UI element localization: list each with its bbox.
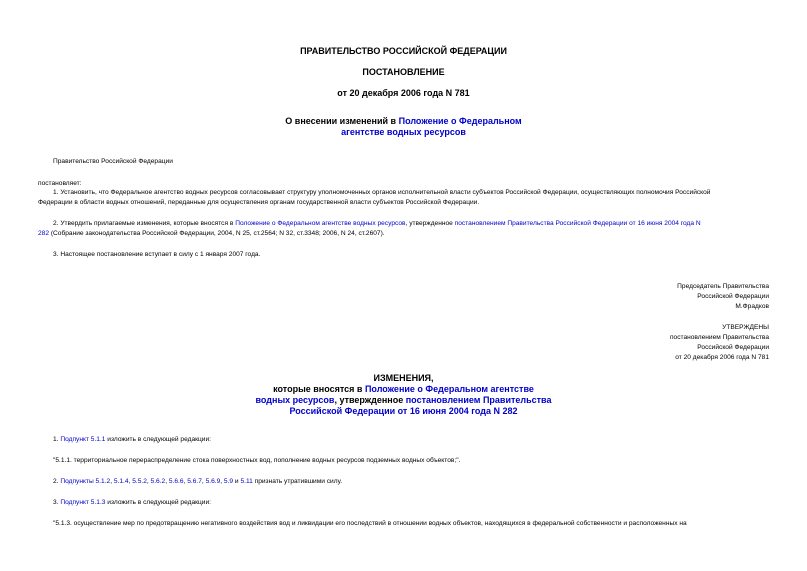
p2-text-c: (Собрание законодательства Российской Федерации, 2004, N 25, ст.2564; N 32, ст.3348; 2006, N 24, ст.2607). [49,230,385,237]
p2-link-decree-number[interactable]: 282 [38,230,50,237]
paragraph-2 [53,219,701,228]
signature-line2: Российской Федерации [697,293,769,300]
item-3-link[interactable]: Подпункт 5.1.3 [60,499,106,506]
changes-subheading-2 [0,395,807,405]
item-2-link[interactable]: 5.11 [240,478,253,485]
item-1-num: 1. [53,436,61,443]
approved-line4: от 20 декабря 2006 года N 781 [675,354,769,361]
signature-name: М.Фрадков [735,303,769,310]
p2-link-decree[interactable]: постановлением Правительства Российской Федерации от 16 июня 2004 года N [454,220,701,227]
changes-sub1-text: которые вносятся в [273,384,365,394]
paragraph-1: 1. Установить, что Федеральное агентство водных ресурсов согласовывает структуру уполномоченных органов исполнительной власти субъектов Российской Федерации, осуществляющих полномочия Российской [53,189,711,196]
document-type: ПОСТАНОВЛЕНИЕ [362,67,445,77]
changes-link-decree[interactable]: постановлением Правительства [405,395,552,405]
item-1-quote: "5.1.1. территориальное перераспределение стока поверхностных вод, пополнение водных ресурсов подземных водных объектов;". [53,457,461,464]
item-3-text: изложить в следующей редакции: [105,499,211,506]
item-2-link[interactable]: 5.9 [223,478,234,485]
item-2-and: и [233,478,241,485]
changes-heading: ИЗМЕНЕНИЯ, [373,373,434,383]
p2-text-b: , утвержденное [405,220,455,227]
document-title-line2 [0,127,807,137]
item-3-quote: "5.1.3. осуществление мер по предотвращению негативного воздействия вод и ликвидации его последствий в отношении водных объектов, находящихся в федеральной собственности и расположенных на [53,520,687,527]
intro-text: Правительство Российской Федерации [53,158,173,165]
item-3 [53,498,211,507]
item-1 [53,435,211,444]
item-2-num: 2. [53,478,61,485]
changes-subheading-1 [0,384,807,394]
p2-link-regulation[interactable]: Положение о Федеральном агентстве водных ресурсов [235,220,406,227]
paragraph-3: 3. Настоящее постановление вступает в силу с 1 января 2007 года. [53,251,261,258]
changes-link-regulation-2[interactable]: водных ресурсов [255,395,335,405]
approved-line2: постановлением Правительства [669,334,769,341]
signature-line1: Председатель Правительства [677,283,769,290]
title-link-regulation-line2[interactable]: агентстве водных ресурсов [341,127,466,137]
item-2-link[interactable]: 5.6.9 [205,478,221,485]
approved-line3: Российской Федерации [697,344,769,351]
approved-line1: УТВЕРЖДЕНЫ [722,324,769,331]
p2-text-a: 2. Утвердить прилагаемые изменения, которые вносятся в [53,220,236,227]
item-3-num: 3. [53,499,61,506]
decree-word: постановляет: [38,180,82,187]
changes-subheading-3 [0,406,807,416]
changes-link-regulation[interactable]: Положение о Федеральном агентстве [364,384,534,394]
item-2-link[interactable]: 5.6.7 [187,478,202,485]
item-2: 2. Подпункты 5.1.2, 5.1.4, 5.5.2, 5.6.2, 5.6.6, 5.6.7, 5.6.9, 5.9 и 5.11 признать утратившими силу. [53,478,343,485]
item-1-text: изложить в следующей редакции: [105,436,211,443]
item-2-link[interactable]: 5.1.4 [113,478,129,485]
paragraph-2-line2 [38,229,385,238]
changes-link-decree-2[interactable]: Российской Федерации от 16 июня 2004 года N 282 [289,406,518,416]
government-heading: ПРАВИТЕЛЬСТВО РОССИЙСКОЙ ФЕДЕРАЦИИ [300,46,507,56]
title-link-regulation[interactable]: Положение о Федеральном [398,116,522,126]
paragraph-1-line2: Федерации в области водных отношений, переданные для осуществления органам государственной власти субъектов Российской Федерации. [38,199,480,206]
item-2-text: признать утратившими силу. [252,478,343,485]
item-1-link[interactable]: Подпункт 5.1.1 [60,436,106,443]
item-2-link[interactable]: 5.5.2 [132,478,147,485]
item-2-link[interactable]: Подпункты 5.1.2 [60,478,111,485]
item-2-link[interactable]: 5.6.6 [168,478,184,485]
changes-sub2-text: , утвержденное [334,395,406,405]
document-date: от 20 декабря 2006 года N 781 [337,88,470,98]
title-prefix: О внесении изменений в [285,116,399,126]
item-2-link[interactable]: 5.6.2 [150,478,166,485]
document-title [0,116,807,126]
